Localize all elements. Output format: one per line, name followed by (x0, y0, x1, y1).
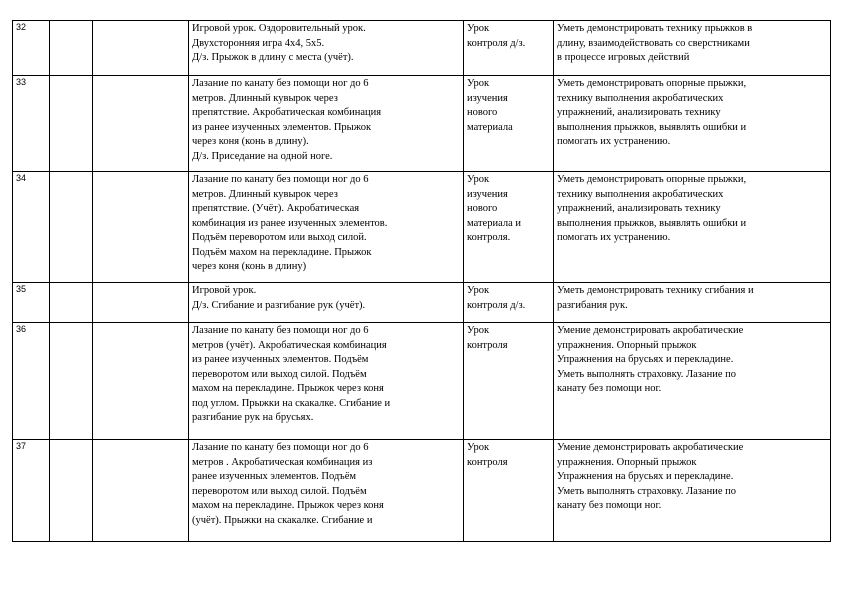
text-line: изучения (467, 188, 508, 200)
text-line: (учёт). Прыжки на скакалке. Сгибание и (192, 514, 373, 526)
text-line: комбинация из ранее изученных элементов. (192, 217, 388, 229)
learning-outcomes-cell (554, 21, 831, 76)
text-line: препятствие. Акробатическая комбинация (192, 107, 382, 118)
text-line: контроля д/з. (467, 37, 526, 49)
text-line: из ранее изученных элементов. Подъём (192, 354, 369, 365)
text-line: упражнений, анализировать технику (557, 107, 721, 118)
date-fact-cell (93, 172, 189, 283)
text-line: материала и (467, 217, 521, 229)
lesson-number: 36 (13, 323, 50, 440)
date-plan-cell (50, 76, 93, 172)
date-plan-cell (50, 21, 93, 76)
text-line: Д/з. Прыжок в длину с места (учёт). (192, 52, 354, 63)
text-line: канату без помощи ног. (557, 500, 662, 511)
text-line: Уметь выполнять страховку. Лазание по (557, 485, 736, 497)
date-fact-cell (93, 76, 189, 172)
date-plan-cell (50, 323, 93, 440)
text-line: упражнения. Опорный прыжок (557, 456, 697, 468)
text-line: помогать их устранению. (557, 232, 671, 243)
text-line: Подъём переворотом или выход силой. (192, 232, 367, 243)
text-line: разгибания рук. (557, 299, 628, 311)
text-line: Уметь демонстрировать технику прыжков в (557, 23, 753, 34)
text-line: переворотом или выход силой. Подъём (192, 368, 367, 380)
text-line: упражнения. Опорный прыжок (557, 339, 697, 351)
text-line: длину, взаимодействовать со сверстниками (557, 37, 750, 49)
lesson-content-cell (189, 76, 464, 172)
text-line: Урок (467, 23, 490, 34)
lesson-plan-body (13, 21, 831, 542)
text-line: ранее изученных элементов. Подъём (192, 471, 357, 482)
date-fact-cell (93, 283, 189, 323)
text-line: Умение демонстрировать акробатические (557, 442, 744, 453)
text-line: Урок (467, 325, 490, 336)
text-line: Упражнения на брусьях и перекладине. (557, 354, 734, 365)
text-line: контроля (467, 456, 508, 468)
text-line: через коня (конь в длину) (192, 261, 307, 272)
text-line: разгибание рук на брусьях. (192, 412, 314, 423)
text-line: в процессе игровых действий (557, 52, 690, 63)
text-line: упражнений, анализировать технику (557, 203, 721, 214)
text-line: метров . Акробатическая комбинация из (192, 456, 373, 468)
date-plan-cell (50, 440, 93, 542)
text-line: Уметь демонстрировать опорные прыжки, (557, 174, 747, 185)
text-line: контроля (467, 339, 508, 351)
lesson-plan-table (12, 20, 831, 542)
date-fact-cell (93, 440, 189, 542)
text-line: Упражнения на брусьях и перекладине. (557, 471, 734, 482)
text-line: Д/з. Сгибание и разгибание рук (учёт). (192, 299, 366, 311)
text-line: махом на перекладине. Прыжок через коня (192, 500, 384, 511)
text-line: Уметь выполнять страховку. Лазание по (557, 368, 736, 380)
text-line: Урок (467, 285, 490, 296)
date-fact-cell (93, 21, 189, 76)
table-row (13, 76, 831, 172)
text-line: изучения (467, 92, 508, 104)
text-line: Лазание по канату без помощи ног до 6 (192, 78, 369, 89)
learning-outcomes-cell (554, 76, 831, 172)
text-line: махом на перекладине. Прыжок через коня (192, 383, 384, 394)
lesson-type-cell (464, 283, 554, 323)
lesson-type-cell (464, 21, 554, 76)
table-row (13, 172, 831, 283)
text-line: через коня (конь в длину). (192, 136, 309, 147)
table-row (13, 21, 831, 76)
lesson-type-cell (464, 76, 554, 172)
text-line: под углом. Прыжки на скакалке. Сгибание и (192, 397, 391, 409)
date-plan-cell (50, 283, 93, 323)
text-line: переворотом или выход силой. Подъём (192, 485, 367, 497)
text-line: препятствие. (Учёт). Акробатическая (192, 203, 360, 214)
text-line: выполнения прыжков, выявлять ошибки и (557, 217, 747, 229)
date-fact-cell (93, 323, 189, 440)
text-line: выполнения прыжков, выявлять ошибки и (557, 121, 747, 133)
lesson-content-cell (189, 283, 464, 323)
lesson-type-cell (464, 440, 554, 542)
text-line: Урок (467, 78, 490, 89)
text-line: Урок (467, 442, 490, 453)
learning-outcomes-cell (554, 440, 831, 542)
lesson-type-cell (464, 172, 554, 283)
text-line: Д/з. Приседание на одной ноге. (192, 150, 333, 162)
text-line: Игровой урок. Оздоровительный урок. (192, 23, 366, 34)
text-line: из ранее изученных элементов. Прыжок (192, 121, 372, 133)
text-line: канату без помощи ног. (557, 383, 662, 394)
text-line: Подъём махом на перекладине. Прыжок (192, 246, 372, 258)
learning-outcomes-cell (554, 323, 831, 440)
lesson-content-cell (189, 172, 464, 283)
text-line: технику выполнения акробатических (557, 92, 724, 104)
lesson-number: 34 (13, 172, 50, 283)
lesson-content-cell (189, 440, 464, 542)
text-line: метров. Длинный кувырок через (192, 188, 338, 200)
text-line: Лазание по канату без помощи ног до 6 (192, 325, 369, 336)
lesson-number: 33 (13, 76, 50, 172)
text-line: Уметь демонстрировать технику сгибания и (557, 285, 754, 296)
text-line: Лазание по канату без помощи ног до 6 (192, 442, 369, 453)
text-line: Урок (467, 174, 490, 185)
lesson-number: 37 (13, 440, 50, 542)
table-row (13, 323, 831, 440)
lesson-content-cell (189, 323, 464, 440)
table-row (13, 440, 831, 542)
text-line: Лазание по канату без помощи ног до 6 (192, 174, 369, 185)
text-line: Умение демонстрировать акробатические (557, 325, 744, 336)
learning-outcomes-cell (554, 283, 831, 323)
text-line: помогать их устранению. (557, 136, 671, 147)
text-line: нового (467, 203, 498, 214)
lesson-plan-page (12, 20, 830, 542)
lesson-number: 35 (13, 283, 50, 323)
text-line: метров (учёт). Акробатическая комбинация (192, 339, 387, 351)
date-plan-cell (50, 172, 93, 283)
learning-outcomes-cell (554, 172, 831, 283)
text-line: Игровой урок. (192, 285, 257, 296)
table-row (13, 283, 831, 323)
text-line: контроля. (467, 232, 511, 243)
text-line: материала (467, 121, 513, 133)
lesson-number: 32 (13, 21, 50, 76)
lesson-content-cell (189, 21, 464, 76)
lesson-type-cell (464, 323, 554, 440)
text-line: контроля д/з. (467, 299, 526, 311)
text-line: Двухсторонняя игра 4х4, 5х5. (192, 37, 325, 49)
text-line: нового (467, 107, 498, 118)
text-line: метров. Длинный кувырок через (192, 92, 338, 104)
text-line: Уметь демонстрировать опорные прыжки, (557, 78, 747, 89)
text-line: технику выполнения акробатических (557, 188, 724, 200)
